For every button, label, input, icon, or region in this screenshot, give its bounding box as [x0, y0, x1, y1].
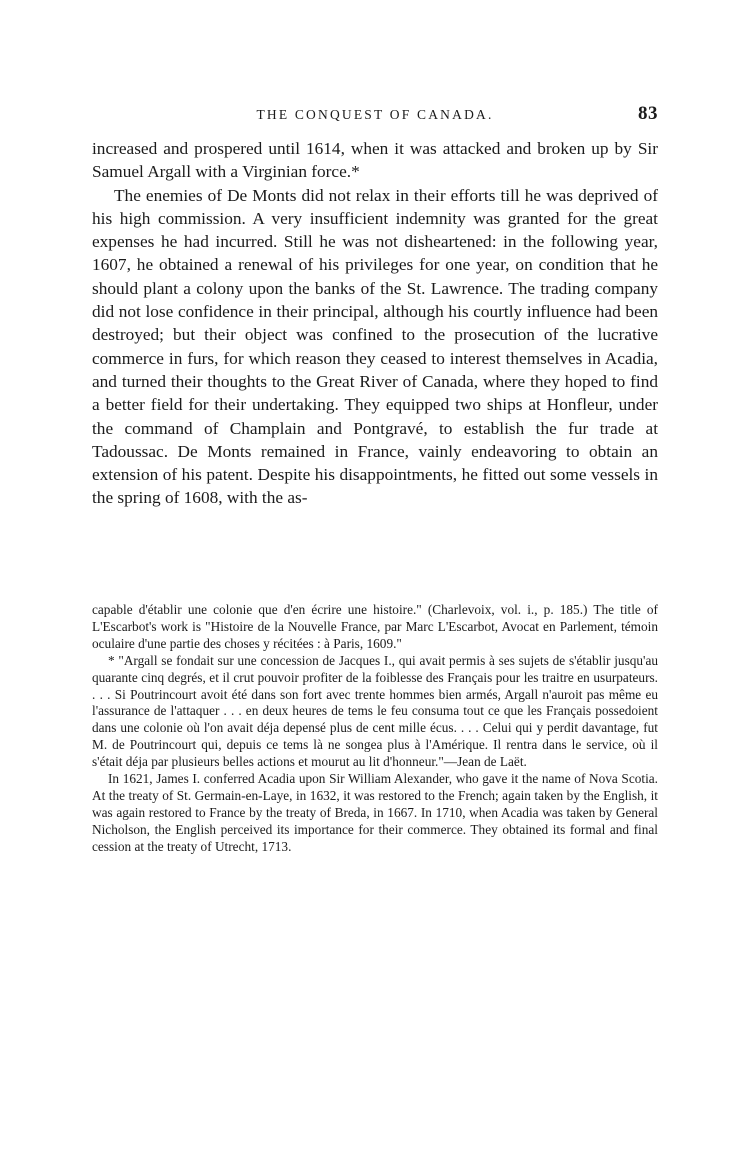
- running-title: THE CONQUEST OF CANADA.: [256, 107, 494, 122]
- footnote-paragraph: In 1621, James I. conferred Acadia upon Sir William Alexander, who gave it the name of Nova Scotia. At the treaty of St. Germain-en-Laye, in 1632, it was restored to the French; again taken by the English, it was again restored to France by the treaty of Breda, in 1667. In 1710, when Acadia was taken by General Nicholson, the English perceived its importance for their commerce. They obtained its formal and final cession at the treaty of Utrecht, 1713.: [92, 771, 658, 854]
- footnotes: [92, 602, 658, 856]
- main-text: [92, 137, 658, 510]
- body-paragraph: increased and prospered until 1614, when it was attacked and broken up by Sir Samuel Argall with a Virginian force.*: [92, 139, 658, 182]
- body-paragraph: The enemies of De Monts did not relax in their efforts till he was deprived of his high commission. A very insufficient indemnity was granted for the great expenses he had incurred. Still he was not disheartened: in the following year, 1607, he obtained a renewal of his privileges for one year, on condition that he should plant a colony upon the banks of the St. Lawrence. The trading company did not lose confidence in their principal, although his courtly influence had been destroyed; but their object was confined to the prosecution of the lucrative commerce in furs, for which reason they ceased to interest themselves in Acadia, and turned their thoughts to the Great River of Canada, where they hoped to find a better field for their undertaking. They equipped two ships at Honfleur, under the command of Champlain and Pontgravé, to establish the fur trade at Tadoussac. De Monts remained in France, vainly endeavoring to obtain an extension of his patent. Despite his disappointments, he fitted out some vessels in the spring of 1608, with the as-: [92, 185, 658, 508]
- page-header: [92, 103, 658, 127]
- footnote-paragraph: capable d'établir une colonie que d'en écrire une histoire." (Charlevoix, vol. i., p. 185.) The title of L'Escarbot's work is "Histoire de la Nouvelle France, par Marc L'Escarbot, Avocat en Parlement, témoin oculaire d'une partie des choses y récitées : à Paris, 1609.": [92, 602, 658, 651]
- page-number: 83: [638, 103, 658, 124]
- footnote-paragraph: * "Argall se fondait sur une concession de Jacques I., qui avait permis à ses sujets de s'établir jusqu'au quarante cinq degrés, et il crut pouvoir profiter de la foiblesse des Français pour les traitre en usurpateurs. . . . Si Poutrincourt avoit été dans son fort avec trente hommes bien armés, Argall n'auroit pas même eu l'assurance de l'attaquer . . . en deux heures de tems le feu consuma tout ce que les Français possedoient dans une colonie où l'on avait déja depensé plus de cent mille écus. . . . Celui qui y perdit davantage, fut M. de Poutrincourt qui, depuis ce tems là ne songea plus à l'Amérique. Il rentra dans le service, où il s'était déja par plusieurs belles actions et mourut au lit d'honneur."—Jean de Laët.: [92, 652, 658, 770]
